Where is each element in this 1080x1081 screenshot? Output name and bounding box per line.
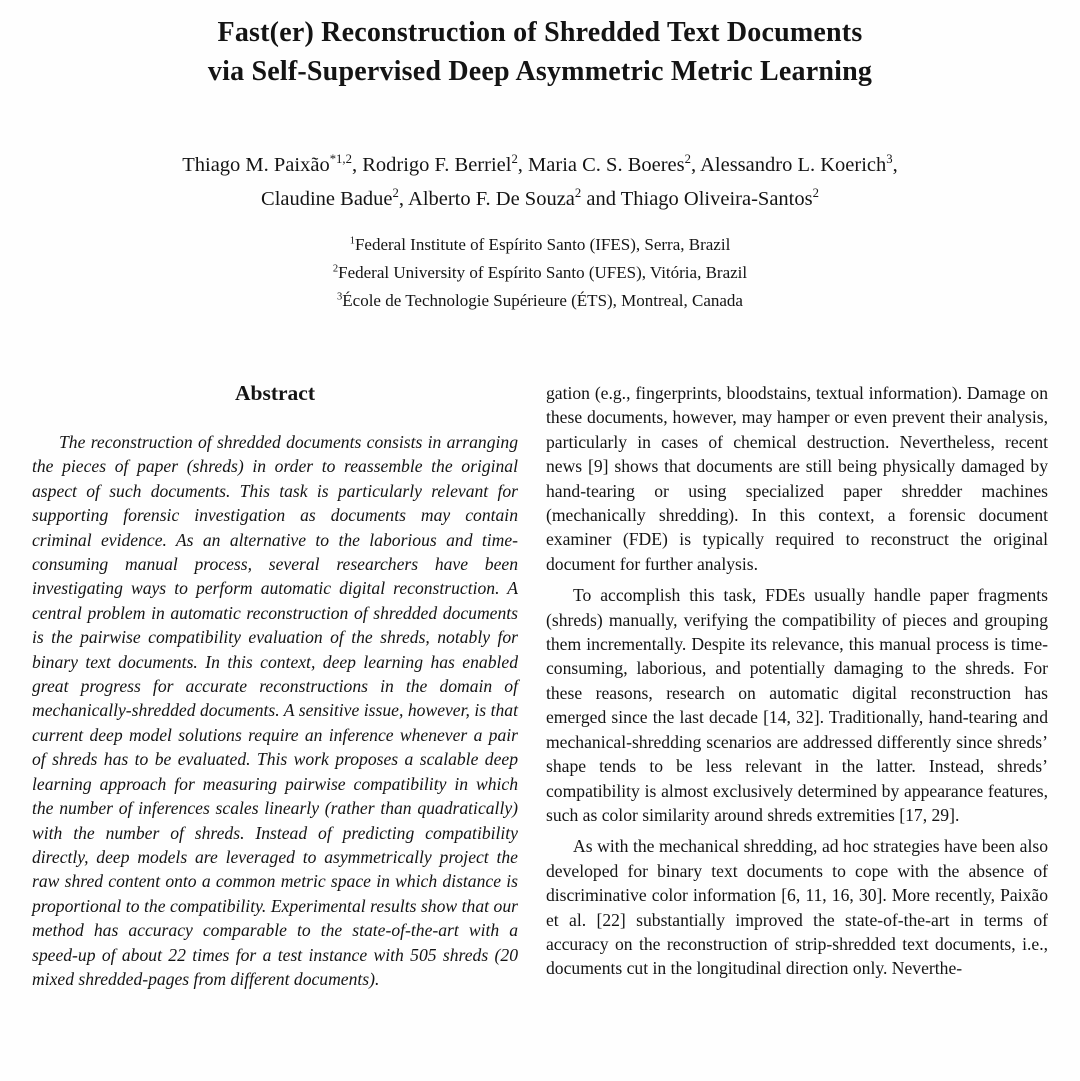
two-column-body [32,381,1048,991]
affiliation-line [0,259,1080,287]
title-block [0,13,1080,91]
abstract-text: The reconstruction of shredded documents consists in arranging the pieces of paper (shreds) in order to reassemble the original aspect of such documents. This task is particularly relevant for supporting forensic investigation as documents may contain criminal evidence. As an alternative to the laborious and time-consuming manual process, several researchers have been investigating ways to perform automatic digital reconstruction. A central problem in automatic reconstruction of shredded documents is the pairwise compatibility evaluation of the shreds, notably for binary text documents. In this context, deep learning has enabled great progress for accurate reconstructions in the domain of mechanically-shredded documents. A sensitive issue, however, is that current deep model solutions require an inference whenever a pair of shreds has to be evaluated. This work proposes a scalable deep learning approach for measuring pairwise compatibility in which the number of inferences scales linearly (rather than quadratically) with the number of shreds. Instead of predicting compatibility directly, deep models are leveraged to asymmetrically project the raw shred content onto a common metric space in which distance is proportional to the compatibility. Experimental results show that our method has accuracy comparable to the state-of-the-art with a speed-up of about 22 times for a test instance with 505 shreds (20 mixed shredded-pages from different documents). [32,432,518,989]
affiliation-marker: 2 [332,263,339,275]
affiliation-line [0,287,1080,315]
author-name: , Alberto F. De Souza [398,188,575,210]
paper-title-line2: via Self-Supervised Deep Asymmetric Metric Learning [207,56,873,87]
author-name: , Rodrigo F. Berriel [351,154,512,176]
author-affiliation-marker: 2 [511,152,518,167]
author-name: , Maria C. S. Boeres [517,154,685,176]
affiliation-marker: 1 [349,235,355,247]
affiliation-marker: 3 [337,291,343,303]
author-list [0,148,1080,216]
affiliation-list [0,231,1080,315]
left-column [32,381,518,991]
affiliation-text: Federal Institute of Espírito Santo (IFES), Serra, Brazil [354,235,731,254]
author-affiliation-marker: *1,2 [329,152,352,167]
author-affiliation-marker: 2 [392,186,399,201]
right-column [546,381,1048,991]
affiliation-text: École de Technologie Supérieure (ÉTS), Montreal, Canada [342,291,743,310]
paper-title-line1: Fast(er) Reconstruction of Shredded Text Documents [217,17,863,48]
abstract-heading: Abstract [234,381,315,405]
author-name: , Alessandro L. Koerich [690,154,887,176]
author-name: Thiago M. Paixão [182,154,330,176]
author-affiliation-marker: 2 [574,186,582,201]
author-affiliation-marker: 2 [684,152,691,167]
body-paragraph: As with the mechanical shredding, ad hoc strategies have been also developed for binary text documents to cope with the absence of discriminative color information [6, 11, 16, 30]. More recently, Paixão et al. [22] substantially improved the state-of-the-art in terms of accuracy on the reconstruction of strip-shredded text documents, i.e., documents cut in the longitudinal direction only. Neverthe- [546,836,1048,979]
author-line [0,148,1080,182]
body-paragraph: To accomplish this task, FDEs usually handle paper fragments (shreds) manually, verifying the compatibility of pieces and grouping them incrementally. Despite its relevance, this manual process is time-consuming, laborious, and potentially damaging to the shreds. For these reasons, research on automatic digital reconstruction has emerged since the last decade [14, 32]. Traditionally, hand-tearing and mechanical-shredding scenarios are addressed differently since shreds’ shape tends to be less relevant in the latter. Instead, shreds’ compatibility is almost exclusively determined by appearance features, such as color similarity around shreds extremities [17, 29]. [546,585,1048,825]
affiliation-text: Federal University of Espírito Santo (UFES), Vitória, Brazil [338,263,748,282]
author-line [0,182,1080,216]
author-affiliation-marker: 3 [886,152,893,167]
author-name: and Thiago Oliveira-Santos [581,188,813,210]
author-affiliation-marker: 2 [812,186,819,201]
author-name: Claudine Badue [261,188,393,210]
body-paragraph: gation (e.g., fingerprints, bloodstains, textual information). Damage on these documents, however, may hamper or even prevent their analysis, particularly in cases of chemical destruction. Nevertheless, recent news [9] shows that documents are still being physically damaged by hand-tearing or using specialized paper shredder machines (mechanically shredding). In this context, a forensic document examiner (FDE) is typically required to reconstruct the original document for further analysis. [546,383,1048,574]
author-name: , [892,154,898,176]
affiliation-line [0,231,1080,259]
paper-title [0,13,1080,91]
